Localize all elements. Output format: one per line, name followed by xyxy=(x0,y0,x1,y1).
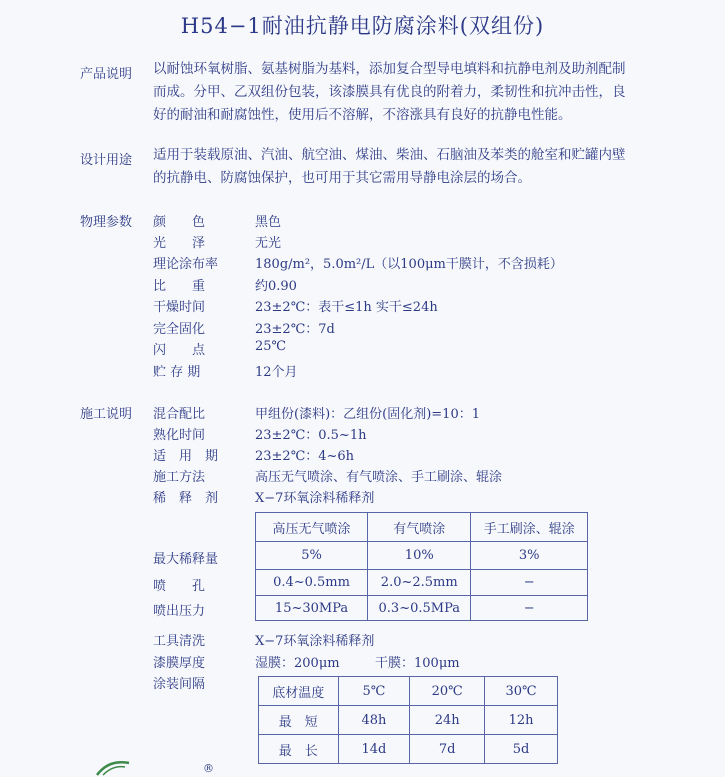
param-name: 涂装间隔 xyxy=(153,677,206,692)
table-header-cell: 20℃ xyxy=(410,677,485,706)
spray-parameters-table xyxy=(255,512,588,621)
param-value: 黑色 xyxy=(255,215,282,230)
table-row-label: 最 长 xyxy=(259,735,339,764)
table-cell: − xyxy=(471,596,588,621)
usage-line: 适用于装载原油、汽油、航空油、煤油、柴油、石脑油及苯类的舱室和贮罐内壁 xyxy=(153,147,626,163)
param-name: 闪 点 xyxy=(153,343,206,358)
table-cell: 14d xyxy=(338,735,410,764)
product-description xyxy=(153,58,626,127)
param-value: 高压无气喷涂、有气喷涂、手工刷涂、辊涂 xyxy=(255,470,503,485)
registered-mark: ® xyxy=(203,762,214,775)
product-line: 而成。分甲、乙双组份包装，该漆膜具有优良的附着力，柔韧性和抗冲击性，良 xyxy=(153,84,626,100)
param-name: 理论涂布率 xyxy=(153,257,219,272)
table-row xyxy=(256,596,588,621)
table-row xyxy=(256,542,588,570)
section-label-product: 产品说明 xyxy=(80,67,133,82)
table-header-cell: 手工刷涂、辊涂 xyxy=(471,513,588,542)
param-value: 12个月 xyxy=(255,365,298,380)
table-cell: 7d xyxy=(410,735,485,764)
table-cell: 15~30MPa xyxy=(256,596,368,621)
param-value: 180g/m²，5.0m²/L（以100μm干膜计，不含损耗） xyxy=(255,257,563,272)
param-value: X−7环氧涂料稀释剂 xyxy=(255,634,375,649)
param-value: 无光 xyxy=(255,236,282,251)
param-value: 23±2℃：7d xyxy=(255,322,335,337)
table-cell: 2.0~2.5mm xyxy=(368,570,471,596)
table-cell: 5d xyxy=(485,735,558,764)
param-name: 稀 释 剂 xyxy=(153,491,219,506)
param-name: 贮 存 期 xyxy=(153,365,201,380)
table-cell: 12h xyxy=(485,706,558,735)
table-cell: 0.4~0.5mm xyxy=(256,570,368,596)
table-header-cell: 高压无气喷涂 xyxy=(256,513,368,542)
table-cell: − xyxy=(471,570,588,596)
section-label-physical: 物理参数 xyxy=(80,215,133,230)
table-header-cell: 5℃ xyxy=(338,677,410,706)
param-value: 甲组份(漆料)：乙组份(固化剂)=10：1 xyxy=(255,407,480,422)
param-name: 适 用 期 xyxy=(153,449,219,464)
param-name: 颜 色 xyxy=(153,215,206,230)
spray-row-label: 喷 孔 xyxy=(153,579,206,594)
param-name: 漆膜厚度 xyxy=(153,656,206,671)
product-line: 以耐蚀环氧树脂、氨基树脂为基料，添加复合型导电填料和抗静电剂及助剂配制 xyxy=(153,61,626,77)
table-header-cell: 30℃ xyxy=(485,677,558,706)
table-row xyxy=(259,735,558,764)
param-value: 23±2℃：4~6h xyxy=(255,449,355,464)
product-line: 好的耐油和耐腐蚀性，使用后不溶解，不溶涨具有良好的抗静电性能。 xyxy=(153,107,572,123)
param-name: 比 重 xyxy=(153,279,206,294)
table-cell: 48h xyxy=(338,706,410,735)
param-name: 熟化时间 xyxy=(153,428,206,443)
usage-line: 的抗静电、防腐蚀保护，也可用于其它需用导静电涂层的场合。 xyxy=(153,170,531,186)
table-cell: 0.3~0.5MPa xyxy=(368,596,471,621)
param-name: 完全固化 xyxy=(153,322,206,337)
param-name: 混合配比 xyxy=(153,407,206,422)
company-logo xyxy=(95,757,131,777)
section-label-usage: 设计用途 xyxy=(80,153,133,168)
film-wet-value: 湿膜：200μm xyxy=(255,656,340,671)
table-header-cell: 底材温度 xyxy=(259,677,339,706)
table-header-row xyxy=(256,513,588,542)
table-row-label: 最 短 xyxy=(259,706,339,735)
table-header-row xyxy=(259,677,558,706)
section-label-application: 施工说明 xyxy=(80,407,133,422)
table-cell: 24h xyxy=(410,706,485,735)
table-row xyxy=(256,570,588,596)
spray-row-label: 喷出压力 xyxy=(153,604,206,619)
usage-description xyxy=(153,144,626,190)
param-name: 施工方法 xyxy=(153,470,206,485)
spray-row-label: 最大稀释量 xyxy=(153,552,219,567)
table-cell: 5% xyxy=(256,542,368,570)
table-row xyxy=(259,706,558,735)
film-dry-value: 干膜：100μm xyxy=(375,656,460,671)
param-value: 约0.90 xyxy=(255,279,297,294)
param-value: 23±2℃：0.5~1h xyxy=(255,428,367,443)
param-name: 工具清洗 xyxy=(153,634,206,649)
param-value: 23±2℃：表干≤1h 实干≤24h xyxy=(255,300,438,315)
table-header-cell: 有气喷涂 xyxy=(368,513,471,542)
param-name: 干燥时间 xyxy=(153,300,206,315)
table-cell: 10% xyxy=(368,542,471,570)
page-title: H54−1耐油抗静电防腐涂料(双组份) xyxy=(180,14,545,38)
recoat-interval-table xyxy=(258,676,558,764)
param-value: X−7环氧涂料稀释剂 xyxy=(255,491,375,506)
table-cell: 3% xyxy=(471,542,588,570)
param-name: 光 泽 xyxy=(153,236,206,251)
param-value: 25℃ xyxy=(255,339,287,354)
